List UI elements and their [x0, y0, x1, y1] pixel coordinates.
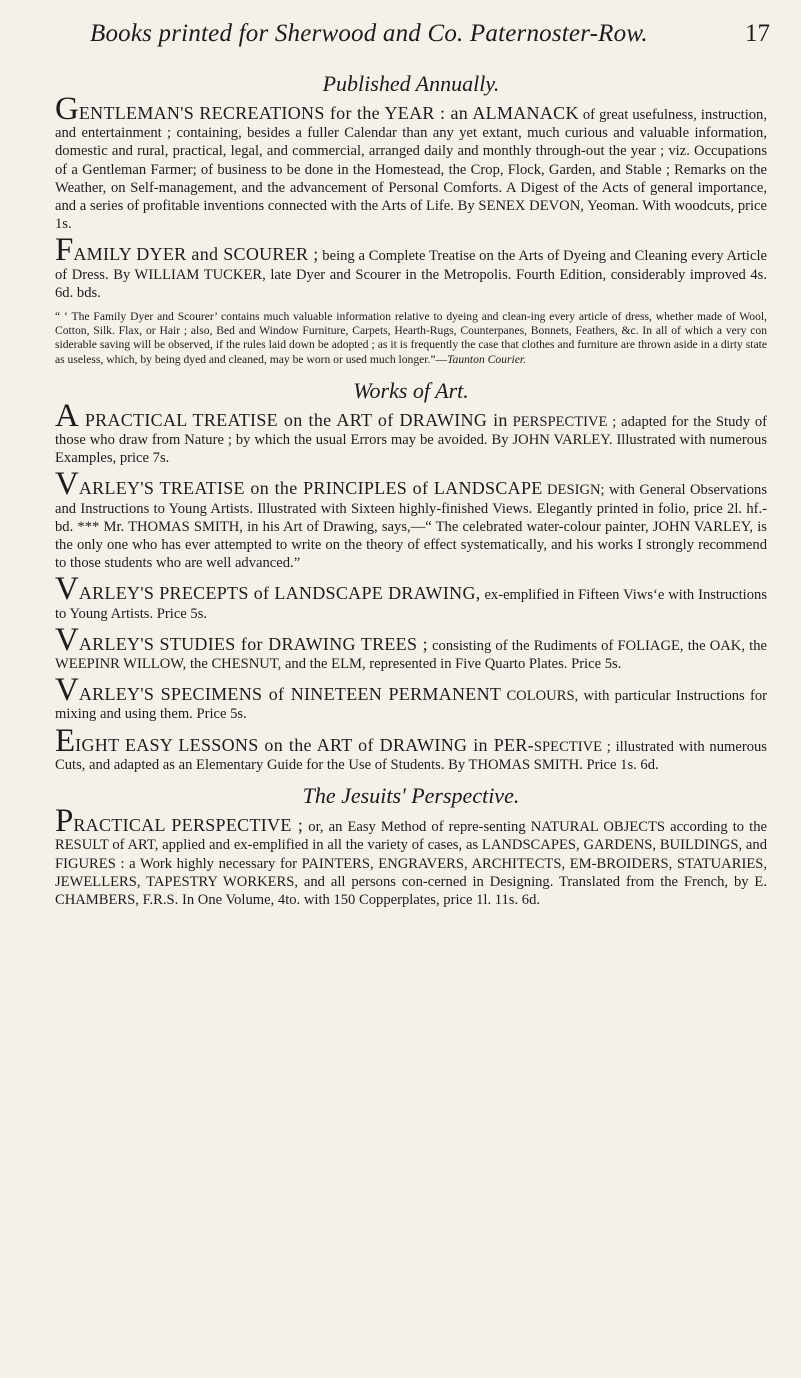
- running-head: [90, 20, 770, 54]
- entry-initial: E: [55, 722, 76, 759]
- section-heading-jesuits-perspective: The Jesuits' Perspective.: [302, 783, 520, 809]
- entry-initial: V: [55, 672, 79, 709]
- entry-varley-studies: [55, 621, 767, 673]
- entry-title: IGHT EASY LESSONS on the ART of DRAWING in PER-: [75, 734, 534, 755]
- entry-varley-precepts: [55, 571, 767, 622]
- entry-initial: V: [55, 466, 79, 503]
- page-number: 17: [745, 20, 770, 47]
- entry-description: being a Complete Treatise on the Arts of Dyeing and Cleaning every Article of Dress. By WILLIAM TUCKER, late Dyer and Scourer in the Metropolis. Fourth Edition, considerably improved 4s. 6d. bds.: [55, 248, 767, 301]
- entry-title: ARLEY'S PRECEPTS of LANDSCAPE DRAWING,: [78, 583, 481, 604]
- entry-title: ARLEY'S SPECIMENS of NINETEEN PERMANENT: [78, 684, 502, 705]
- entry-title: RACTICAL PERSPECTIVE ;: [73, 815, 304, 836]
- entry-description: PERSPECTIVE ; adapted for the Study of those who draw from Nature ; by which the usual Errors may be avoided. By JOHN VARLEY. Illustrated with numerous Examples, price 7s.: [55, 413, 767, 467]
- review-source: Taunton Courier.: [447, 352, 526, 366]
- review-quote: [55, 310, 767, 367]
- catalogue-body: [55, 70, 767, 917]
- entry-initial: V: [55, 571, 79, 608]
- entry-initial: F: [55, 232, 74, 269]
- running-title: Books printed for Sherwood and Co. Paternoster-Row.: [90, 20, 648, 47]
- entry-initial: A: [55, 397, 79, 434]
- entry-family-dyer: [55, 232, 767, 302]
- entry-title: ARLEY'S STUDIES for DRAWING TREES ;: [78, 633, 428, 654]
- entry-description: of great usefulness, instruction, and entertainment ; containing, besides a fuller Calendar than any yet extant, much curious and valuable information, domestic and rural, practical, legal, and commercial, arranged daily and monthly through-out the year ; viz. Occupations of a Gentleman Farmer; of business to be done in the Homestead, the Crop, Flock, Garden, and Stable ; Remarks on the Weather, on Self-management, and the advancement of Personal Comforts. A Digest of the Acts of general importance, and a series of profitable inventions connected with the Arts of Life. By SENEX DEVON, Yeoman. With woodcuts, price 1s.: [55, 107, 767, 233]
- entry-initial: V: [55, 621, 79, 658]
- entry-varley-treatise: [55, 466, 767, 572]
- entry-description: ex-emplified in Fifteen Viws‘e with Instructions to Young Artists. Price 5s.: [55, 587, 767, 622]
- section-heading-published-annually: Published Annually.: [322, 71, 500, 96]
- entry-description: SPECTIVE ; illustrated with numerous Cuts, and adapted as an Elementary Guide for the Use of Students. By THOMAS SMITH. Price 1s. 6d.: [55, 738, 767, 773]
- entry-title: PRACTICAL TREATISE on the ART of DRAWING in: [78, 409, 508, 430]
- entry-title: AMILY DYER and SCOURER ;: [73, 244, 319, 265]
- entry-title: ENTLEMAN'S RECREATIONS for the YEAR : an ALMANACK: [78, 103, 579, 123]
- entry-description: or, an Easy Method of repre-senting NATURAL OBJECTS according to the RESULT of ART, applied and ex-emplified in all the variety of cases, as LANDSCAPES, GARDENS, BUILDINGS, and FIGURES : a Work highly necessary for PAINTERS, ENGRAVERS, ARCHITECTS, EM-BROIDERS, STATUARIES, JEWELLERS, TAPESTRY WORKERS, and all persons con-cerned in Designing. Translated from the French, by E. CHAMBERS, F.R.S. In One Volume, 4to. with 150 Copperplates, price 1l. 11s. 6d.: [55, 819, 767, 908]
- entry-gentlemans-recreations: [55, 91, 767, 233]
- entry-description: COLOURS, with particular Instructions for mixing and using them. Price 5s.: [55, 688, 767, 723]
- entry-description: DESIGN; with General Observations and Instructions to Young Artists. Illustrated with Sixteen highly-finished Views. Elegantly printed in folio, price 2l. hf.-bd. *** Mr. THOMAS SMITH, in his Art of Drawing, says,—“ The celebrated water-colour painter, JOHN VARLEY, is the only one who has ever attempted to write on the theory of effect systematically, and his works I strongly recommend to those students who are well advanced.”: [55, 482, 767, 572]
- review-text: “ ‘ The Family Dyer and Scourer’ contains much valuable information relative to dyeing and clean-ing every article of dress, whether made of Wool, Cotton, Silk. Flax, or Hair ; also, Bed and Window Furniture, Carpets, Hearth-Rugs, Counterpanes, Bonnets, Feathers, &c. In all of which a very con siderable saving will be observed, if the rules laid down be adopted ; as it is frequently the case that clothes and furniture are thrown aside in a dirty state as useless, which, by being dyed and cleaned, may be worn or used much longer.”—: [55, 310, 767, 366]
- entry-eight-easy-lessons: [55, 722, 767, 774]
- entry-initial: P: [55, 803, 74, 840]
- entry-title: ARLEY'S TREATISE on the PRINCIPLES of LANDSCAPE: [78, 478, 543, 499]
- entry-description: consisting of the Rudiments of FOLIAGE, the OAK, the WEEPINR WILLOW, the CHESNUT, and the ELM, represented in Five Quarto Plates. Price 5s.: [55, 637, 767, 673]
- entry-varley-specimens: [55, 672, 767, 723]
- entry-initial: G: [55, 91, 79, 127]
- entry-practical-treatise: [55, 397, 767, 468]
- section-heading-works-of-art: Works of Art.: [353, 377, 469, 403]
- entry-practical-perspective: [55, 803, 767, 909]
